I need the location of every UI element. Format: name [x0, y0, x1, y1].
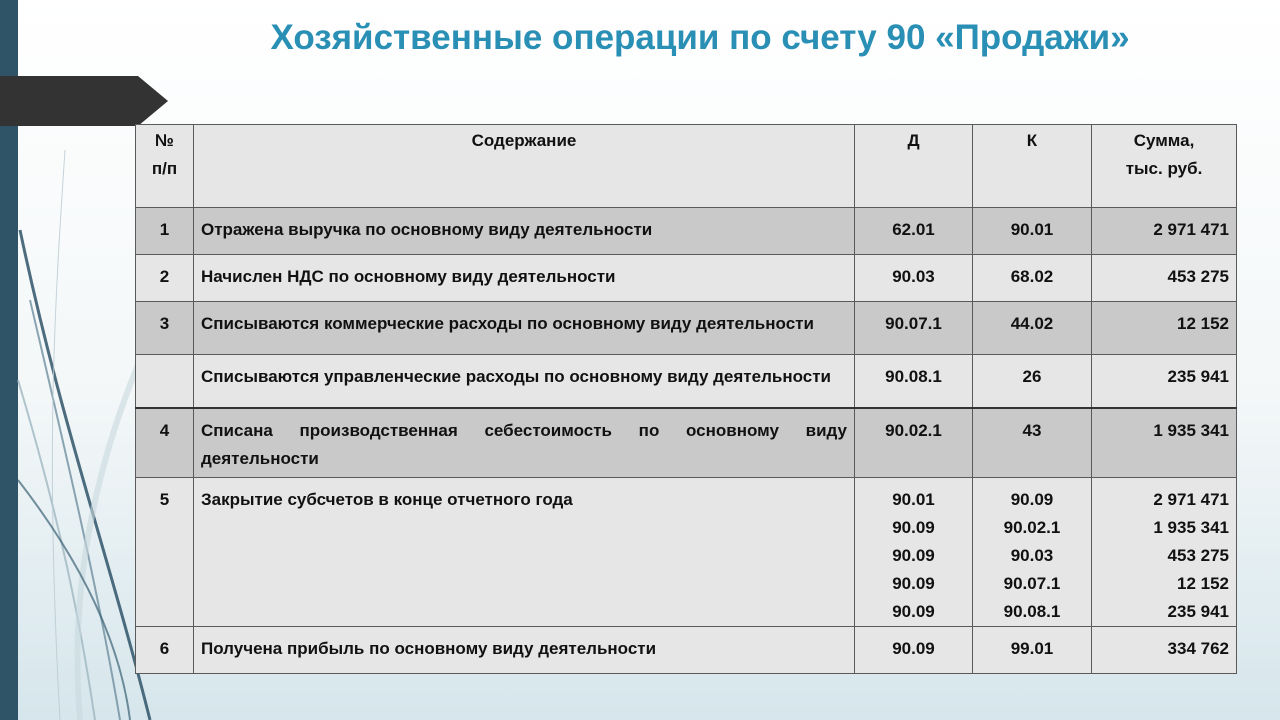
table-row [136, 478, 1237, 627]
row-debit: 90.01 90.09 90.09 90.09 90.09 [855, 478, 973, 627]
operations-table [135, 124, 1237, 674]
row-credit: 90.01 [973, 208, 1092, 255]
header-content: Содержание [194, 125, 855, 208]
header-debit: Д [855, 125, 973, 208]
row-num: 3 [136, 302, 194, 355]
row-num: 1 [136, 208, 194, 255]
row-num: 4 [136, 408, 194, 478]
header-sum: Сумма, тыс. руб. [1092, 125, 1237, 208]
row-credit: 68.02 [973, 255, 1092, 302]
row-sum: 1 935 341 [1092, 408, 1237, 478]
row-credit: 26 [973, 355, 1092, 408]
row-num: 6 [136, 627, 194, 674]
row-num: 5 [136, 478, 194, 627]
row-content: Начислен НДС по основному виду деятельности [194, 255, 855, 302]
row-sum: 453 275 [1092, 255, 1237, 302]
row-content: Закрытие субсчетов в конце отчетного года [194, 478, 855, 627]
row-sum: 2 971 471 1 935 341 453 275 12 152 235 941 [1092, 478, 1237, 627]
header-num: № п/п [136, 125, 194, 208]
table-row [136, 208, 1237, 255]
header-credit: К [973, 125, 1092, 208]
row-debit: 62.01 [855, 208, 973, 255]
row-sum: 334 762 [1092, 627, 1237, 674]
arrow-tab [0, 76, 168, 126]
row-debit: 90.09 [855, 627, 973, 674]
table-header-row [136, 125, 1237, 208]
row-num [136, 355, 194, 408]
table-row [136, 627, 1237, 674]
row-content: Списываются коммерческие расходы по основному виду деятельности [194, 302, 855, 355]
row-credit: 90.09 90.02.1 90.03 90.07.1 90.08.1 [973, 478, 1092, 627]
row-credit: 43 [973, 408, 1092, 478]
row-debit: 90.02.1 [855, 408, 973, 478]
table-row [136, 302, 1237, 355]
row-credit: 99.01 [973, 627, 1092, 674]
row-content: Получена прибыль по основному виду деятельности [194, 627, 855, 674]
row-debit: 90.07.1 [855, 302, 973, 355]
row-content: Списываются управленческие расходы по основному виду деятельности [194, 355, 855, 408]
row-debit: 90.08.1 [855, 355, 973, 408]
slide-title: Хозяйственные операции по счету 90 «Продажи» [270, 18, 1130, 57]
row-sum: 235 941 [1092, 355, 1237, 408]
row-credit: 44.02 [973, 302, 1092, 355]
row-sum: 12 152 [1092, 302, 1237, 355]
row-content: Списана производственная себестоимость по основному виду деятельности [194, 408, 855, 478]
row-num: 2 [136, 255, 194, 302]
table-row [136, 355, 1237, 408]
table-row [136, 255, 1237, 302]
row-content: Отражена выручка по основному виду деятельности [194, 208, 855, 255]
table-row [136, 408, 1237, 478]
row-sum: 2 971 471 [1092, 208, 1237, 255]
row-debit: 90.03 [855, 255, 973, 302]
